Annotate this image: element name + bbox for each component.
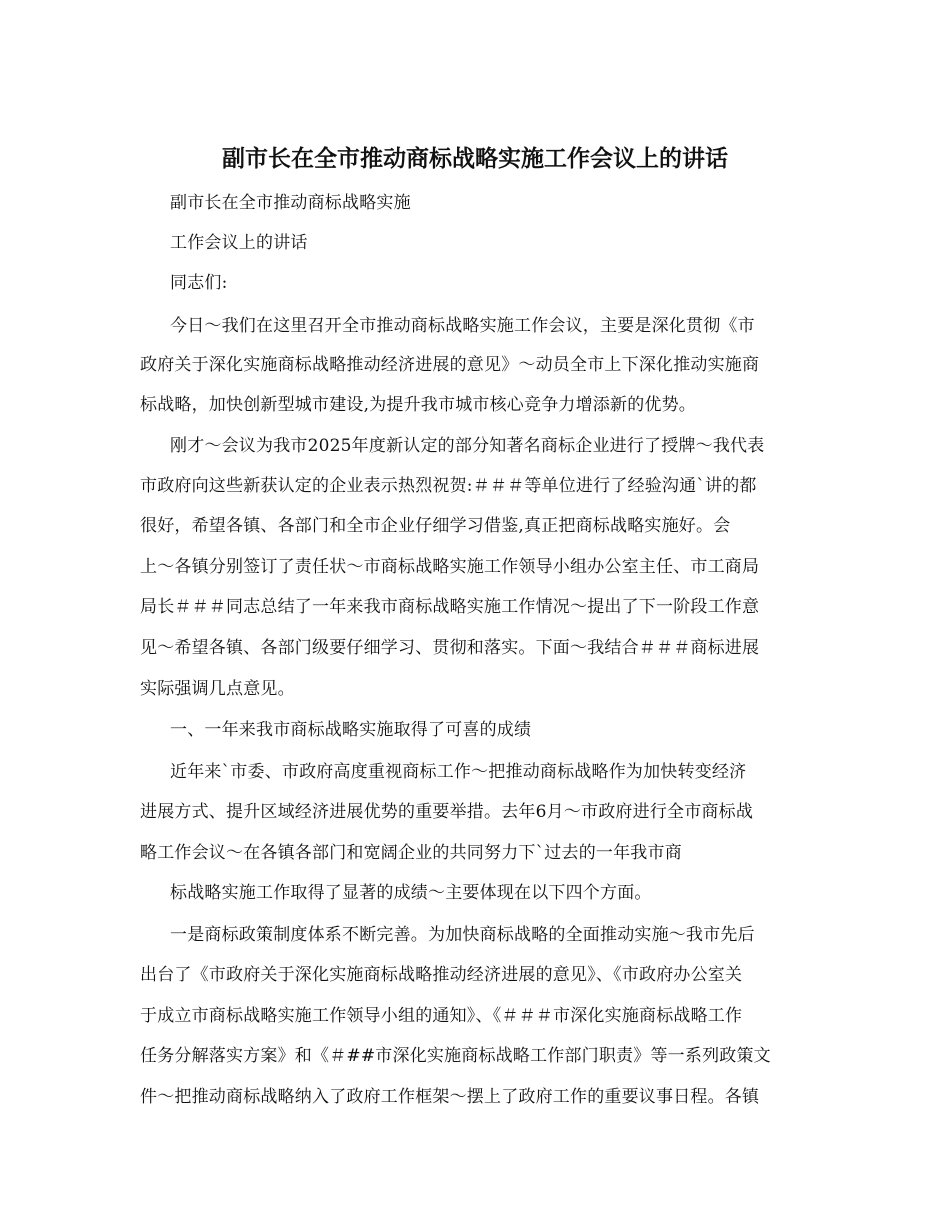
paragraph-line: 标战略实施工作取得了显著的成绩～主要体现在以下四个方面。 [170, 883, 652, 903]
section-heading: 一、一年来我市商标战略实施取得了可喜的成绩 [170, 720, 532, 740]
paragraph-line: 很好，希望各镇、各部门和全市企业仔细学习借鉴,真正把商标战略实施好。会 [140, 516, 731, 536]
paragraph-line: 一是商标政策制度体系不断完善。为加快商标战略的全面推动实施～我市先后 [170, 925, 755, 945]
paragraph-line: 略工作会议～在各镇各部门和宽阔企业的共同努力下`过去的一年我市商 [140, 843, 682, 863]
paragraph-line: 实际强调几点意见。 [140, 679, 295, 699]
subtitle-line-1: 副市长在全市推动商标战略实施 [170, 193, 411, 213]
paragraph-line: 见～希望各镇、各部门级要仔细学习、贯彻和落实。下面～我结合＃＃＃商标进展 [140, 638, 760, 658]
paragraph-line: 刚才～会议为我市2025年度新认定的部分知著名商标企业进行了授牌～我代表 [170, 436, 765, 456]
paragraph-line: 上～各镇分别签订了责任状～市商标战略实施工作领导小组办公室主任、市工商局 [140, 557, 760, 577]
paragraph-line: 件～把推动商标战略纳入了政府工作框架～摆上了政府工作的重要议事日程。各镇 [140, 1087, 760, 1107]
subtitle-line-2: 工作会议上的讲话 [170, 233, 308, 253]
paragraph-line: 近年来`市委、市政府高度重视商标工作～把推动商标战略作为加快转变经济 [170, 762, 747, 782]
paragraph-line: 出台了《市政府关于深化实施商标战略推动经济进展的意见》、《市政府办公室关 [140, 965, 743, 985]
paragraph-line: 任务分解落实方案》和《＃##市深化实施商标战略工作部门职责》等一系列政策文 [140, 1046, 771, 1066]
paragraph-line: 进展方式、提升区域经济进展优势的重要举措。去年6月～市政府进行全市商标战 [140, 802, 754, 822]
salutation: 同志们: [170, 273, 228, 293]
paragraph-line: 市政府向这些新获认定的企业表示热烈祝贺:＃＃＃等单位进行了经验沟通`讲的都 [140, 476, 757, 496]
paragraph-line: 标战略，加快创新型城市建设,为提升我市城市核心竞争力增添新的优势。 [140, 395, 697, 415]
document-title: 副市长在全市推动商标战略实施工作会议上的讲话 [222, 145, 728, 172]
paragraph-line: 政府关于深化实施商标战略推动经济进展的意见》～动员全市上下深化推动实施商 [140, 355, 760, 375]
paragraph-line: 今日～我们在这里召开全市推动商标战略实施工作会议，主要是深化贯彻《市 [170, 316, 755, 336]
paragraph-line: 于成立市商标战略实施工作领导小组的通知》、《＃＃＃市深化实施商标战略工作 [140, 1006, 743, 1026]
paragraph-line: 局长＃＃＃同志总结了一年来我市商标战略实施工作情况～提出了下一阶段工作意 [140, 597, 760, 617]
